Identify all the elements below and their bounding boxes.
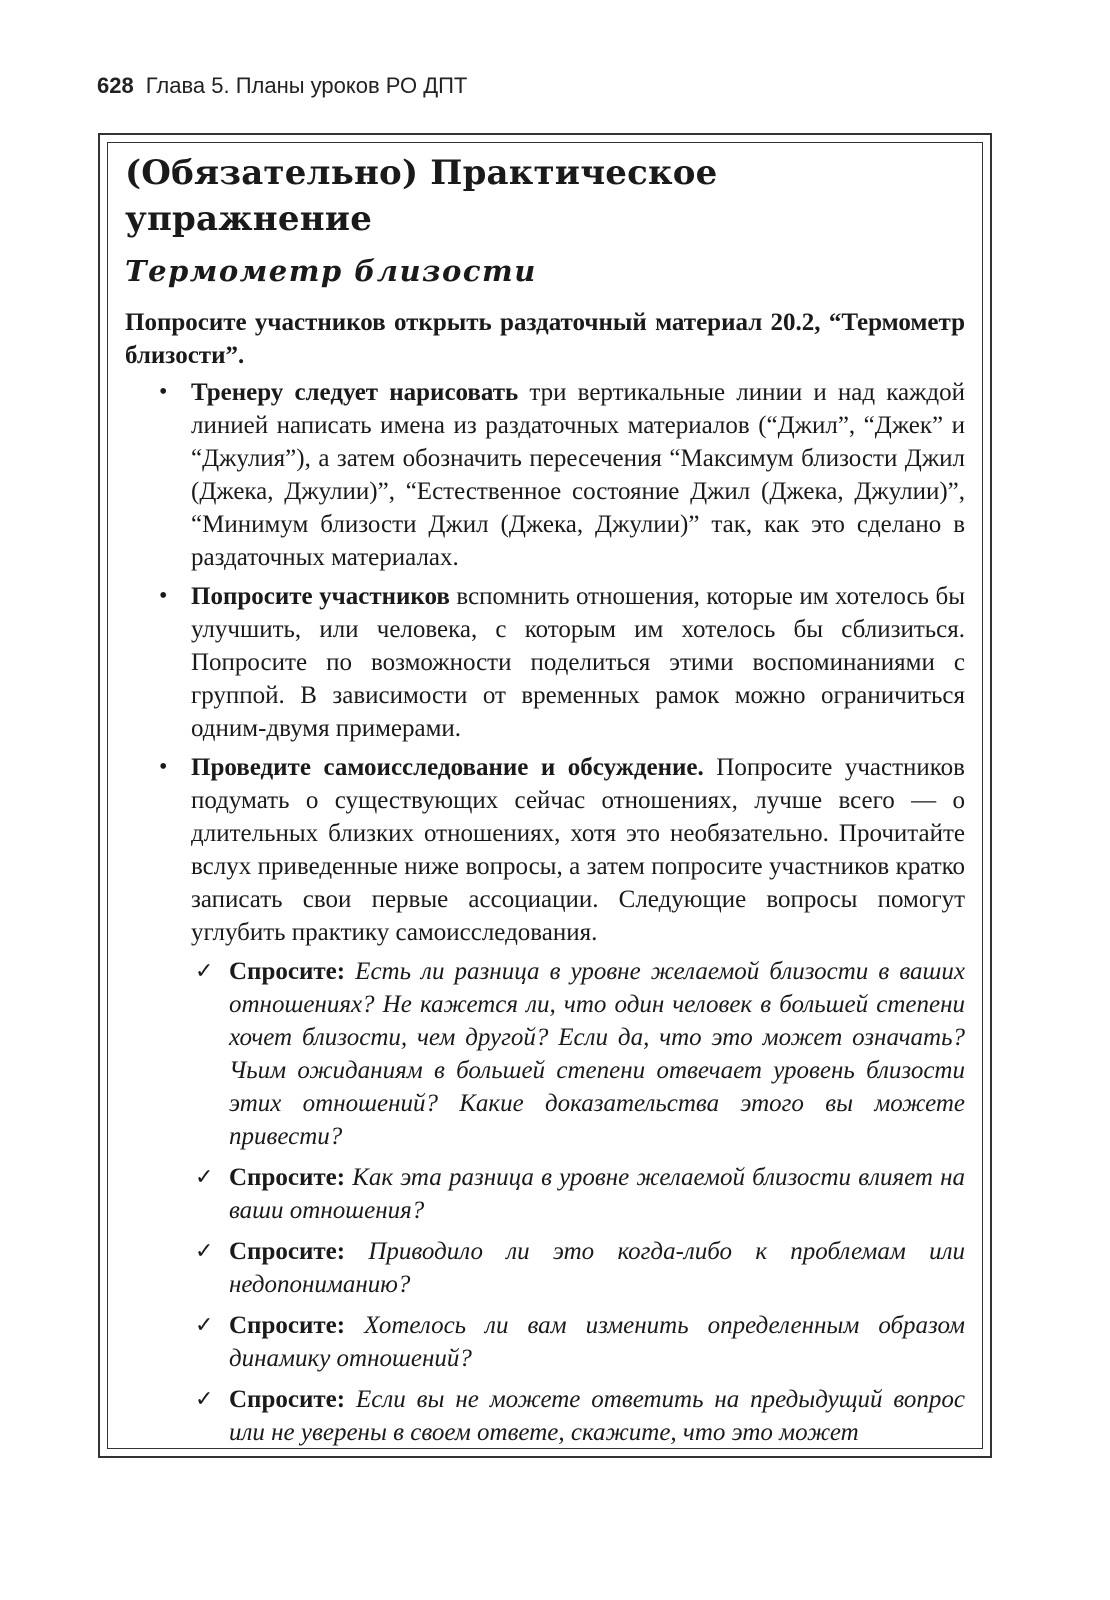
bullet-bold: Попросите участников bbox=[191, 583, 450, 610]
question-text: Хотелось ли вам изменить определенным образом динамику отношений? bbox=[229, 1312, 965, 1372]
question-item bbox=[125, 1383, 965, 1449]
section-title: (Обязательно) Практическое упражнение bbox=[125, 153, 718, 239]
bullet-marker: • bbox=[159, 754, 168, 780]
checkmark-icon: ✓ bbox=[195, 1239, 214, 1264]
question-item bbox=[125, 1235, 965, 1301]
bullet-marker: • bbox=[159, 379, 168, 405]
question-item bbox=[125, 955, 965, 1153]
bullet-item bbox=[125, 580, 965, 745]
bullet-text: Попросите участников подумать о существующих сейчас отношениях, лучше всего — о длительных близких отношениях, хотя это необязательно. Прочитайте вслух приведенные ниже вопросы, а затем попросите участников кратко записать свои первые ассоциации. Следующие вопросы помогут углубить практику самоисследования. bbox=[191, 754, 965, 946]
bullet-marker: • bbox=[159, 583, 168, 609]
question-text: Есть ли разница в уровне желаемой близости в ваших отношениях? Не кажется ли, что один человек в большей степени хочет близости, чем другой? Если да, что это может означать? Чьим ожиданиям в большей степени отвечает уровень близости этих отношений? Какие доказательства этого вы можете привести? bbox=[229, 958, 965, 1150]
question-list bbox=[125, 955, 965, 1449]
checkmark-icon: ✓ bbox=[195, 1313, 214, 1338]
bullet-text: три вертикальные линии и над каждой линией написать имена из раздаточных материалов (“Джил”, “Джек” и “Джулия”), а затем обозначить пересечения “Максимум близости Джил (Джека, Джулии)”, “Естественное состояние Джил (Джека, Джулии)”, “Минимум близости Джил (Джека, Джулии)” так, как это сделано в раздаточных материалах. bbox=[191, 379, 965, 571]
chapter-title: Глава 5. Планы уроков РО ДПТ bbox=[145, 73, 468, 98]
question-text: Как эта разница в уровне желаемой близости влияет на ваши отношения? bbox=[229, 1164, 966, 1224]
bullet-text: вспомнить отношения, которые им хотелось бы улучшить, или человека, с которым им хотелось бы сблизиться. Попросите по возможности поделиться этими воспоминаниями с группой. В зависимости от временных рамок можно ограничиться одним-двумя примерами. bbox=[191, 583, 965, 742]
exercise-subtitle: Термометр близости bbox=[125, 254, 537, 288]
question-text: Приводило ли это когда-либо к проблемам или недопониманию? bbox=[229, 1238, 966, 1298]
checkmark-icon: ✓ bbox=[195, 1387, 214, 1412]
question-label: Спросите: bbox=[229, 1238, 346, 1265]
lead-instruction: Попросите участников открыть раздаточный материал 20.2, “Термометр близости”. bbox=[125, 309, 965, 369]
question-label: Спросите: bbox=[229, 1312, 346, 1339]
question-item bbox=[125, 1161, 965, 1227]
bullet-bold: Проведите самоисследование и обсуждение. bbox=[191, 754, 704, 781]
running-head bbox=[97, 73, 467, 99]
bullet-item bbox=[125, 376, 965, 574]
question-item bbox=[125, 1309, 965, 1375]
question-label: Спросите: bbox=[229, 1386, 346, 1413]
question-label: Спросите: bbox=[229, 1164, 346, 1191]
question-label: Спросите: bbox=[229, 958, 346, 985]
bullet-list bbox=[125, 376, 965, 949]
page-number: 628 bbox=[97, 73, 134, 98]
question-text: Если вы не можете ответить на предыдущий вопрос или не уверены в своем ответе, скажите, что это может bbox=[229, 1386, 965, 1446]
box-content bbox=[125, 150, 965, 1457]
checkmark-icon: ✓ bbox=[195, 1165, 214, 1190]
checkmark-icon: ✓ bbox=[195, 959, 214, 984]
bullet-item bbox=[125, 751, 965, 949]
bullet-bold: Тренеру следует нарисовать bbox=[191, 379, 519, 406]
